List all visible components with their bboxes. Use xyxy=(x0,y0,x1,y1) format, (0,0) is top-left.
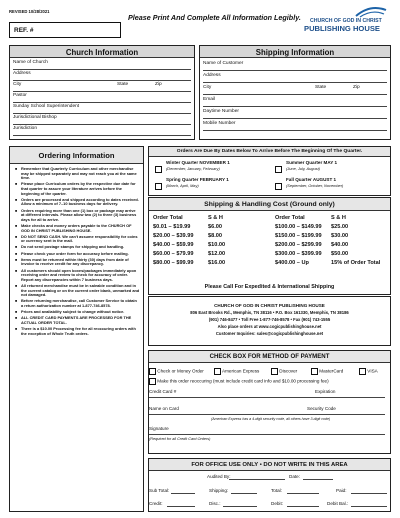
discover-option[interactable]: Discover xyxy=(271,368,297,375)
shipping-cost: $10.00 xyxy=(208,242,226,248)
church-pastor-field[interactable]: Pastor xyxy=(13,93,191,103)
security-code-note: (American Express has a 4-digit security code, all others have 3-digit code) xyxy=(211,417,331,421)
customer-inquiries-email: Customer Inquiries: sales@cogicpublishinghouse.net xyxy=(215,331,324,336)
ordering-bullet: ■ Before returning merchandise, call Customer Service to obtain a return authorization number at 1-877-746-8578. xyxy=(15,299,140,308)
shipping-cost: $50.00 xyxy=(331,251,349,257)
ref-number-box[interactable] xyxy=(9,22,121,38)
office-use-title: FOR OFFICE USE ONLY • DO NOT WRITE IN THIS AREA xyxy=(149,459,390,471)
ordering-bullet: ■ All returned merchandise must be in saleable condition and in the current catalog or on the current order blank, unmarked and not damaged. xyxy=(15,284,140,298)
due-dates-title: Orders Are Due By Dates Below To Arrive Before The Beginning Of The Quarter. xyxy=(149,147,390,157)
signature-field[interactable]: Signature xyxy=(149,426,385,435)
shipping-cost: $6.00 xyxy=(208,224,222,230)
ordering-bullet: ■ All customers should open boxes/packages immediately upon receiving order and review to check for accuracy of order. Report any discrepancies within 7 business days. xyxy=(15,269,140,283)
mastercard-option[interactable]: MasterCard xyxy=(311,368,343,375)
summer-checkbox[interactable] xyxy=(275,166,282,173)
contact-section xyxy=(148,296,391,346)
winter-quarter-option[interactable]: Winter Quarter NOVEMBER 1 (December, January, February) xyxy=(155,161,162,179)
shipping-rate-row xyxy=(275,223,390,232)
ordering-bullet: ■ DO NOT SEND CASH. We can't assume responsibility for coins or currency sent in the mail. xyxy=(15,235,140,244)
logo-swoosh-icon xyxy=(354,6,388,18)
shipping-rate-row xyxy=(153,223,263,232)
expedited-shipping-note: Please Call For Expedited & International Shipping xyxy=(204,284,335,290)
publisher-phone: (901) 746-8477 • Toll Free 1-877-746-8578 • Fax (901) 743-1555 xyxy=(208,317,331,322)
name-on-card-field[interactable]: Name on Card Security Code xyxy=(149,406,385,415)
order-range: $80.00 – $99.99 xyxy=(153,260,194,266)
order-range: $150.00 – $199.99 xyxy=(275,233,322,239)
ordering-bullet: ■ Please place Curriculum orders by the respective due date for that quarter to assure your literature arrives before the beginning of the quarter. xyxy=(15,182,140,196)
shipping-rate-row xyxy=(275,250,390,259)
winter-checkbox[interactable] xyxy=(155,166,162,173)
ordering-bullet: ■ Please check your order form for accuracy before mailing. xyxy=(15,252,140,257)
church-info-header xyxy=(10,46,194,58)
recurring-order-option[interactable]: Make this order reoccuring (must include credit card info and $10.00 processing fee) xyxy=(149,378,329,385)
ordering-bullet: ■ Do not send postage stamps for shipping and handling. xyxy=(15,245,140,250)
shipping-cost: $40.00 xyxy=(331,242,349,248)
check-money-order-option[interactable]: Check or Money Order xyxy=(149,368,204,375)
church-info-title: Church Information xyxy=(65,47,139,57)
shipping-cost-section xyxy=(148,197,391,295)
publisher-address: 806 East Brooks Rd., Memphis, TN 38116 • P.O. Box 161330, Memphis, TN 38186 xyxy=(190,310,349,315)
shipping-rate-row xyxy=(275,259,390,268)
church-info-section xyxy=(9,45,195,140)
signature-note: (Required for all Credit Card Orders) xyxy=(149,437,211,441)
church-jurisdiction-field[interactable]: Jurisdiction xyxy=(13,126,191,136)
summer-quarter-option[interactable]: Summer Quarter MAY 1 (June, July, August) xyxy=(275,161,282,179)
order-range: $400.00 – Up xyxy=(275,260,309,266)
fall-quarter-option[interactable]: Fall Quarter AUGUST 1 (September, October, November) xyxy=(275,178,282,196)
shipping-table-left: Order Total S & H $0.01 – $19.99 $6.00 $20.00 – $39.99 $8.00 $40.00 – $59.99 $10.00 $60.00 – $79.99 $12.00 $80.00 – $99.99 $16.00 xyxy=(153,214,263,268)
ref-number-label: REF. # xyxy=(14,27,34,34)
shipping-table-right: Order Total S & H $100.00 – $149.99 $25.00 $150.00 – $199.99 $30.00 $200.00 – $299.99 $40.00 $300.00 – $399.99 $50.00 $400.00 – Up 15% of Order Total xyxy=(275,214,390,268)
shipping-info-title: Shipping Information xyxy=(255,47,335,57)
visa-option[interactable]: VISA xyxy=(359,368,378,375)
order-range: $60.00 – $79.99 xyxy=(153,251,194,257)
church-name-field[interactable]: Name of Church xyxy=(13,60,191,70)
shipping-cost: $8.00 xyxy=(208,233,222,239)
daytime-number-field[interactable]: Daytime Number xyxy=(203,109,387,119)
shipping-rate-row xyxy=(153,232,263,241)
email-field[interactable]: Email xyxy=(203,97,387,107)
credit-card-number-field[interactable]: Credit Card # Expiration xyxy=(149,389,385,398)
recurring-checkbox[interactable] xyxy=(149,378,156,385)
ordering-info-title: Ordering Information xyxy=(38,151,115,160)
shipping-cost: $30.00 xyxy=(331,233,349,239)
ordering-bullet: ■ Items must be returned within thirty (30) days from date of invoice to receive credit for any discrepancy. xyxy=(15,258,140,267)
ordering-info-section xyxy=(9,146,144,512)
publisher-name: CHURCH OF GOD IN CHRIST PUBLISHING HOUSE xyxy=(214,303,325,308)
spring-quarter-option[interactable]: Spring Quarter FEBRUARY 1 (March, April, May) xyxy=(155,178,162,196)
shipping-cost: $16.00 xyxy=(208,260,226,266)
customer-name-field[interactable]: Name of Customer xyxy=(203,61,387,71)
church-address-field[interactable]: Address xyxy=(13,71,191,81)
order-range: $100.00 – $149.99 xyxy=(275,224,322,230)
ordering-bullet: ■ ALL CREDIT CARD PAYMENTS ARE PROCESSED FOR THE ACTUAL ORDER TOTAL. xyxy=(15,316,140,325)
shipping-info-section xyxy=(199,45,391,140)
shipping-cost-title: Shipping & Handling Cost (Ground only) xyxy=(149,198,390,211)
shipping-info-header xyxy=(200,46,390,58)
fall-checkbox[interactable] xyxy=(275,183,282,190)
shipping-cost: 15% of Order Total xyxy=(331,260,381,266)
amex-option[interactable]: American Express xyxy=(214,368,259,375)
mobile-number-field[interactable]: Mobile Number xyxy=(203,121,387,131)
shipping-address-field[interactable]: Address xyxy=(203,73,387,83)
shipping-cost: $25.00 xyxy=(331,224,349,230)
shipping-rate-row xyxy=(275,232,390,241)
ordering-bullet: ■ Remember that Quarterly Curriculum and other merchandise may be shipped separately and may not reach you at the same time. xyxy=(15,167,140,181)
order-range: $200.00 – $299.99 xyxy=(275,242,322,248)
shipping-city-field[interactable]: City State Zip xyxy=(203,85,387,95)
ordering-bullet: ■ Prices and availability subject to change without notice. xyxy=(15,310,140,315)
payment-section xyxy=(148,350,391,454)
order-range: $0.01 – $19.99 xyxy=(153,224,191,230)
office-use-section: FOR OFFICE USE ONLY • DO NOT WRITE IN THIS AREA Audited By: Date: Sub Total: Shipping: Total: Paid: Credit: Disc.: Debit: Debit Bal.: xyxy=(148,458,391,512)
publisher-website: Also place orders at www.cogicpublishinghouse.net xyxy=(217,324,322,329)
due-dates-section xyxy=(148,146,391,196)
logo-line1: CHURCH OF GOD IN CHRIST xyxy=(310,18,382,24)
logo-line2: PUBLISHING HOUSE xyxy=(304,24,380,33)
shipping-rate-row xyxy=(153,241,263,250)
ordering-bullet: ■ Orders requiring more than one (1) box or package may arrive at different intervals. Please allow two (2) to three (3) business days for all to arrive. xyxy=(15,209,140,223)
ordering-bullet: ■ Make checks and money orders payable to the CHURCH OF GOD IN CHRIST PUBLISHING HOUSE. xyxy=(15,224,140,233)
ordering-info-header xyxy=(10,147,143,164)
ordering-bullet-list xyxy=(15,167,140,338)
revised-date: REVISED 10/28/2021 xyxy=(9,9,50,14)
shipping-cost: $12.00 xyxy=(208,251,226,257)
ordering-bullet: ■ Orders are processed and shipped according to dates received. Allow a minimum of 7–10 business days for delivery. xyxy=(15,198,140,207)
order-range: $20.00 – $39.99 xyxy=(153,233,194,239)
ordering-bullet: ■ There is a $10.00 Processing fee for all reoccuring orders with the exception of Whole Truth orders. xyxy=(15,327,140,336)
spring-checkbox[interactable] xyxy=(155,183,162,190)
church-bishop-field[interactable]: Jurisdictional Bishop xyxy=(13,115,191,125)
church-superintendent-field[interactable]: Sunday School Superintendent xyxy=(13,104,191,114)
order-range: $300.00 – $399.99 xyxy=(275,251,322,257)
shipping-rate-row xyxy=(153,250,263,259)
payment-methods-row xyxy=(149,368,390,377)
shipping-rate-row xyxy=(153,259,263,268)
shipping-rate-row xyxy=(275,241,390,250)
order-range: $40.00 – $59.99 xyxy=(153,242,194,248)
church-city-field[interactable]: City State Zip xyxy=(13,82,191,92)
publishing-house-logo xyxy=(292,6,392,38)
form-instruction: Please Print And Complete All Information Legibly. xyxy=(128,13,301,22)
payment-title: CHECK BOX FOR METHOD OF PAYMENT xyxy=(149,351,390,363)
